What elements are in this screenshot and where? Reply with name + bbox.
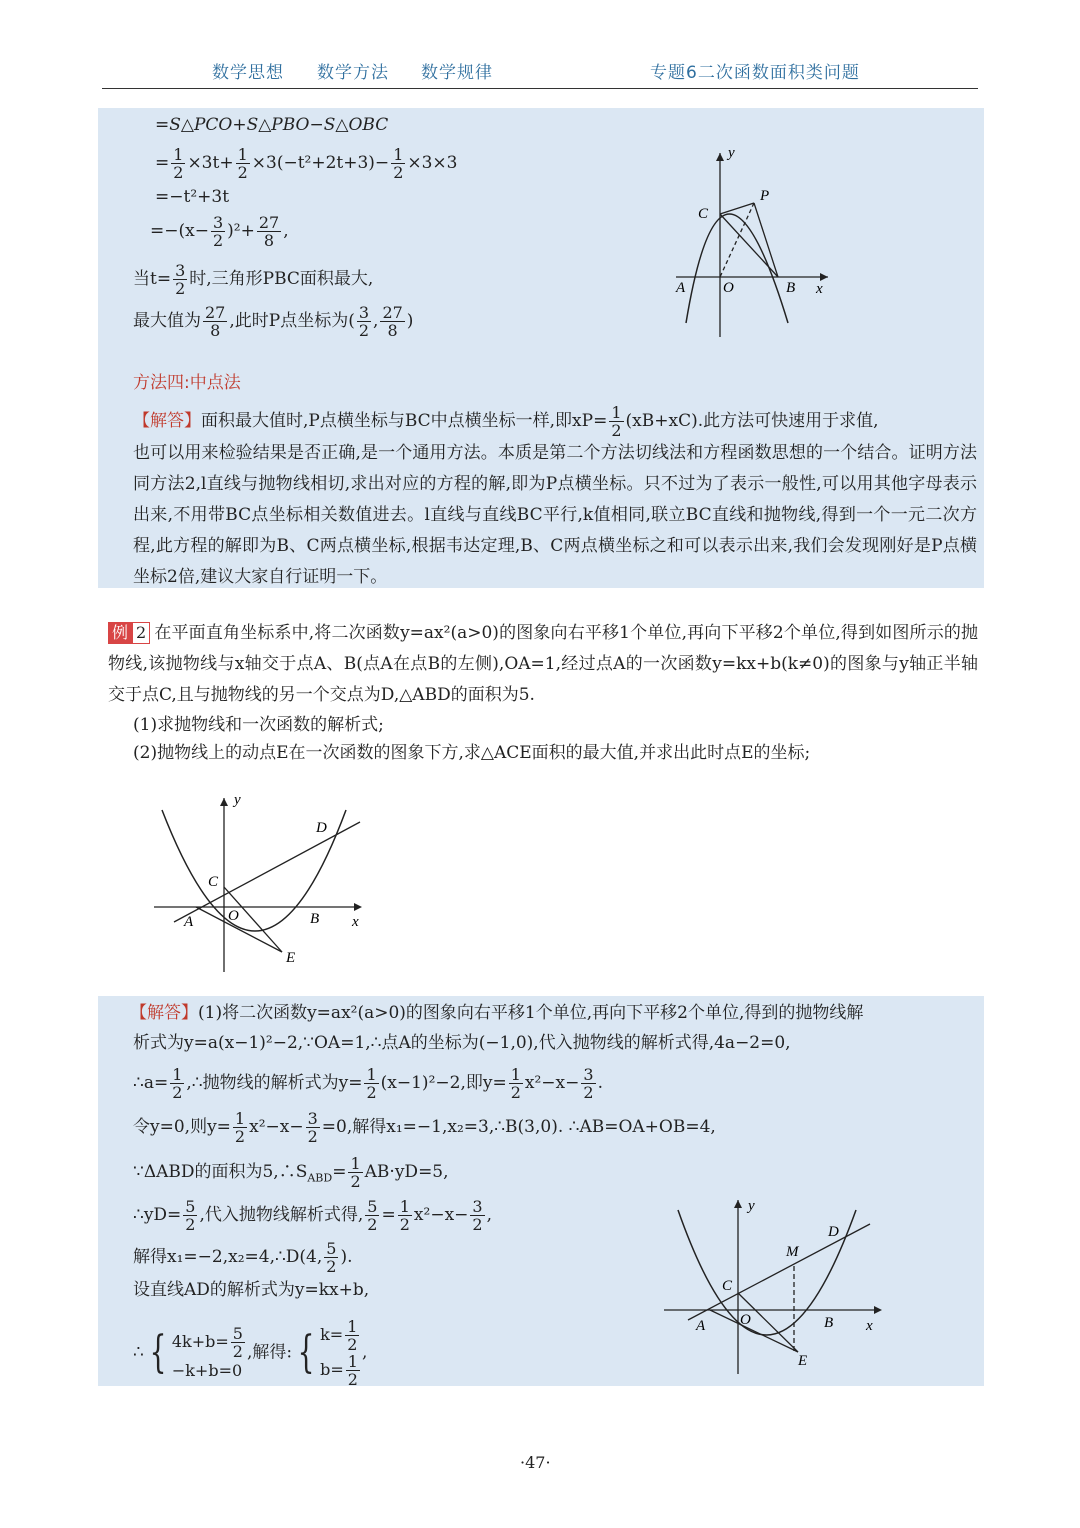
figure-parabola-acme <box>660 1196 890 1376</box>
label-b: B <box>824 1315 834 1331</box>
solution-line-4: 令y=0,则y= $\frac{1}{2}$ x²−x− $\frac{3}{2}$ =0,解得x₁=−1,x₂=3,∴B(3,0). ∴AB=OA+OB=4, <box>133 1109 716 1146</box>
label-b: B <box>786 280 796 296</box>
header-subject-2: 数学方法 <box>317 63 389 83</box>
y-axis-arrow <box>734 1200 742 1208</box>
label-c: C <box>722 1278 733 1294</box>
x-axis-arrow <box>820 273 828 281</box>
formula-line-2: = $\frac{1}{2}$ ×3t+ $\frac{1}{2}$ ×3(−t²+2t+3)− $\frac{1}{2}$ ×3×3 <box>155 145 458 182</box>
label-y: y <box>234 792 241 808</box>
solution-line-6: ∴yD= $\frac{5}{2}$ ,代入抛物线解析式得, $\frac{5}{2}$ = $\frac{1}{2}$ x²−x− $\frac{3}{2}$ , <box>133 1197 492 1234</box>
y-axis-arrow <box>220 798 228 806</box>
solution-line-2: 析式为y=a(x−1)²−2,∵OA=1,∴点A的坐标为(−1,0),代入抛物线的解析式得,4a−2=0, <box>133 1033 791 1053</box>
formula-line-5: 当t= $\frac{3}{2}$ 时,三角形PBC面积最大, <box>133 261 374 298</box>
label-c: C <box>208 874 219 890</box>
formula-line-3: =−t²+3t <box>155 187 230 207</box>
label-o: O <box>228 908 239 924</box>
example-number: 2 <box>132 622 150 644</box>
solution-line-3: ∴a= $\frac{1}{2}$ ,∴抛物线的解析式为y= $\frac{1}{2}$ (x−1)²−2,即y= $\frac{1}{2}$ x²−x− $\frac{3}{2}$ . <box>133 1065 603 1102</box>
answer-paragraph: 也可以用来检验结果是否正确,是一个通用方法。本质是第二个方法切线法和方程函数思想的一个结合。证明方法同方法2,l直线与抛物线相切,求出对应的方程的解,即为P点横坐标。只不过为了表示一般性,可以用其他字母表示出来,不用带BC点坐标相关数值进去。l直线与直线BC平行,k值相同,联立BC直线和抛物线,得到一个一元二次方程,此方程的解即为B、C两点横坐标,根据韦达定理,B、C两点横坐标之和可以表示出来,我们会发现刚好是P点横坐标2倍,建议大家自行证明一下。 <box>133 443 977 587</box>
page-number: ·47· <box>520 1453 551 1472</box>
y-axis-arrow <box>716 153 724 161</box>
question-2: (2)抛物线上的动点E在一次函数的图象下方,求△ACE面积的最大值,并求出此时点E的坐标; <box>133 743 811 763</box>
parabola-curve <box>686 214 788 323</box>
label-a: A <box>676 280 686 296</box>
x-axis-arrow <box>354 903 362 911</box>
header-divider <box>102 88 978 89</box>
formula-line-1: =S△PCO+S△PBO−S△OBC <box>155 115 389 135</box>
label-d: D <box>316 820 327 836</box>
answer-first-line: 【解答】面积最大值时,P点横坐标与BC中点横坐标一样,即xP= $\frac{1}{2}$ (xB+xC).此方法可快速用于求值, <box>133 403 879 440</box>
label-e: E <box>286 950 296 966</box>
line-ae <box>710 1310 798 1352</box>
label-m: M <box>786 1244 799 1260</box>
header-subject-1: 数学思想 <box>212 63 284 83</box>
label-a: A <box>696 1318 706 1334</box>
figure-parabola-pbc <box>668 145 838 345</box>
x-axis-arrow <box>874 1306 882 1314</box>
label-o: O <box>723 280 734 296</box>
question-1: (1)求抛物线和一次函数的解析式; <box>133 715 384 735</box>
formula-line-6: 最大值为 $\frac{27}{8}$ ,此时P点坐标为( $\frac{3}{2}$ , $\frac{27}{8}$ ) <box>133 303 414 340</box>
label-e: E <box>798 1353 808 1369</box>
solution-line-7: 解得x₁=−2,x₂=4,∴D(4, $\frac{5}{2}$ ). <box>133 1239 353 1276</box>
solution-line-8: 设直线AD的解析式为y=kx+b, <box>133 1280 370 1300</box>
label-x: x <box>816 281 823 297</box>
header-chapter-title: 专题6二次函数面积类问题 <box>650 63 860 83</box>
line-cb <box>720 214 778 277</box>
line-ad <box>688 1224 870 1320</box>
label-b: B <box>310 911 320 927</box>
label-y: y <box>748 1198 755 1214</box>
example-2-text: 例 2 在平面直角坐标系中,将二次函数y=ax²(a>0)的图象向右平移1个单位,再向下平移2个单位,得到如图所示的抛物线,该抛物线与x轴交于点A、B(点A在点B的左侧),OA=1,经过点A的一次函数y=kx+b(k≠0)的图象与y轴正半轴交于点C,且与抛物线的另一个交点为D,△ABD的面积为5. <box>108 623 978 705</box>
solution-line-1: 【解答】(1)将二次函数y=ax²(a>0)的图象向右平移1个单位,再向下平移2个单位,得到的抛物线解 <box>130 1003 864 1023</box>
label-o: O <box>740 1312 751 1328</box>
line-ae <box>196 907 282 952</box>
solution-line-5: ∵ΔABD的面积为$5,\therefore S_{ABD}=$ $\frac{1}{2}$ AB·yD=5, <box>133 1154 449 1191</box>
label-x: x <box>352 914 359 930</box>
figure-parabola-ace <box>150 790 380 980</box>
solution-line-9: ∴ { 4k+b= $\frac{5}{2}$ −k+b=0 ,解得: { k= $\frac{1}{2}$ b= $\frac{1}{2}$ , <box>133 1317 368 1389</box>
header-subject-3: 数学规律 <box>421 63 493 83</box>
formula-line-4: =−(x− $\frac{3}{2}$ )²+ $\frac{27}{8}$ , <box>150 213 289 250</box>
line-cp <box>720 203 754 214</box>
method-four-title: 方法四:中点法 <box>133 373 241 393</box>
label-p: P <box>760 188 770 204</box>
label-d: D <box>828 1224 839 1240</box>
label-x: x <box>866 1318 873 1334</box>
label-a: A <box>184 914 194 930</box>
label-y: y <box>728 145 735 161</box>
label-c: C <box>698 206 709 222</box>
example-tag: 例 <box>108 622 132 644</box>
line-pb <box>754 203 778 277</box>
